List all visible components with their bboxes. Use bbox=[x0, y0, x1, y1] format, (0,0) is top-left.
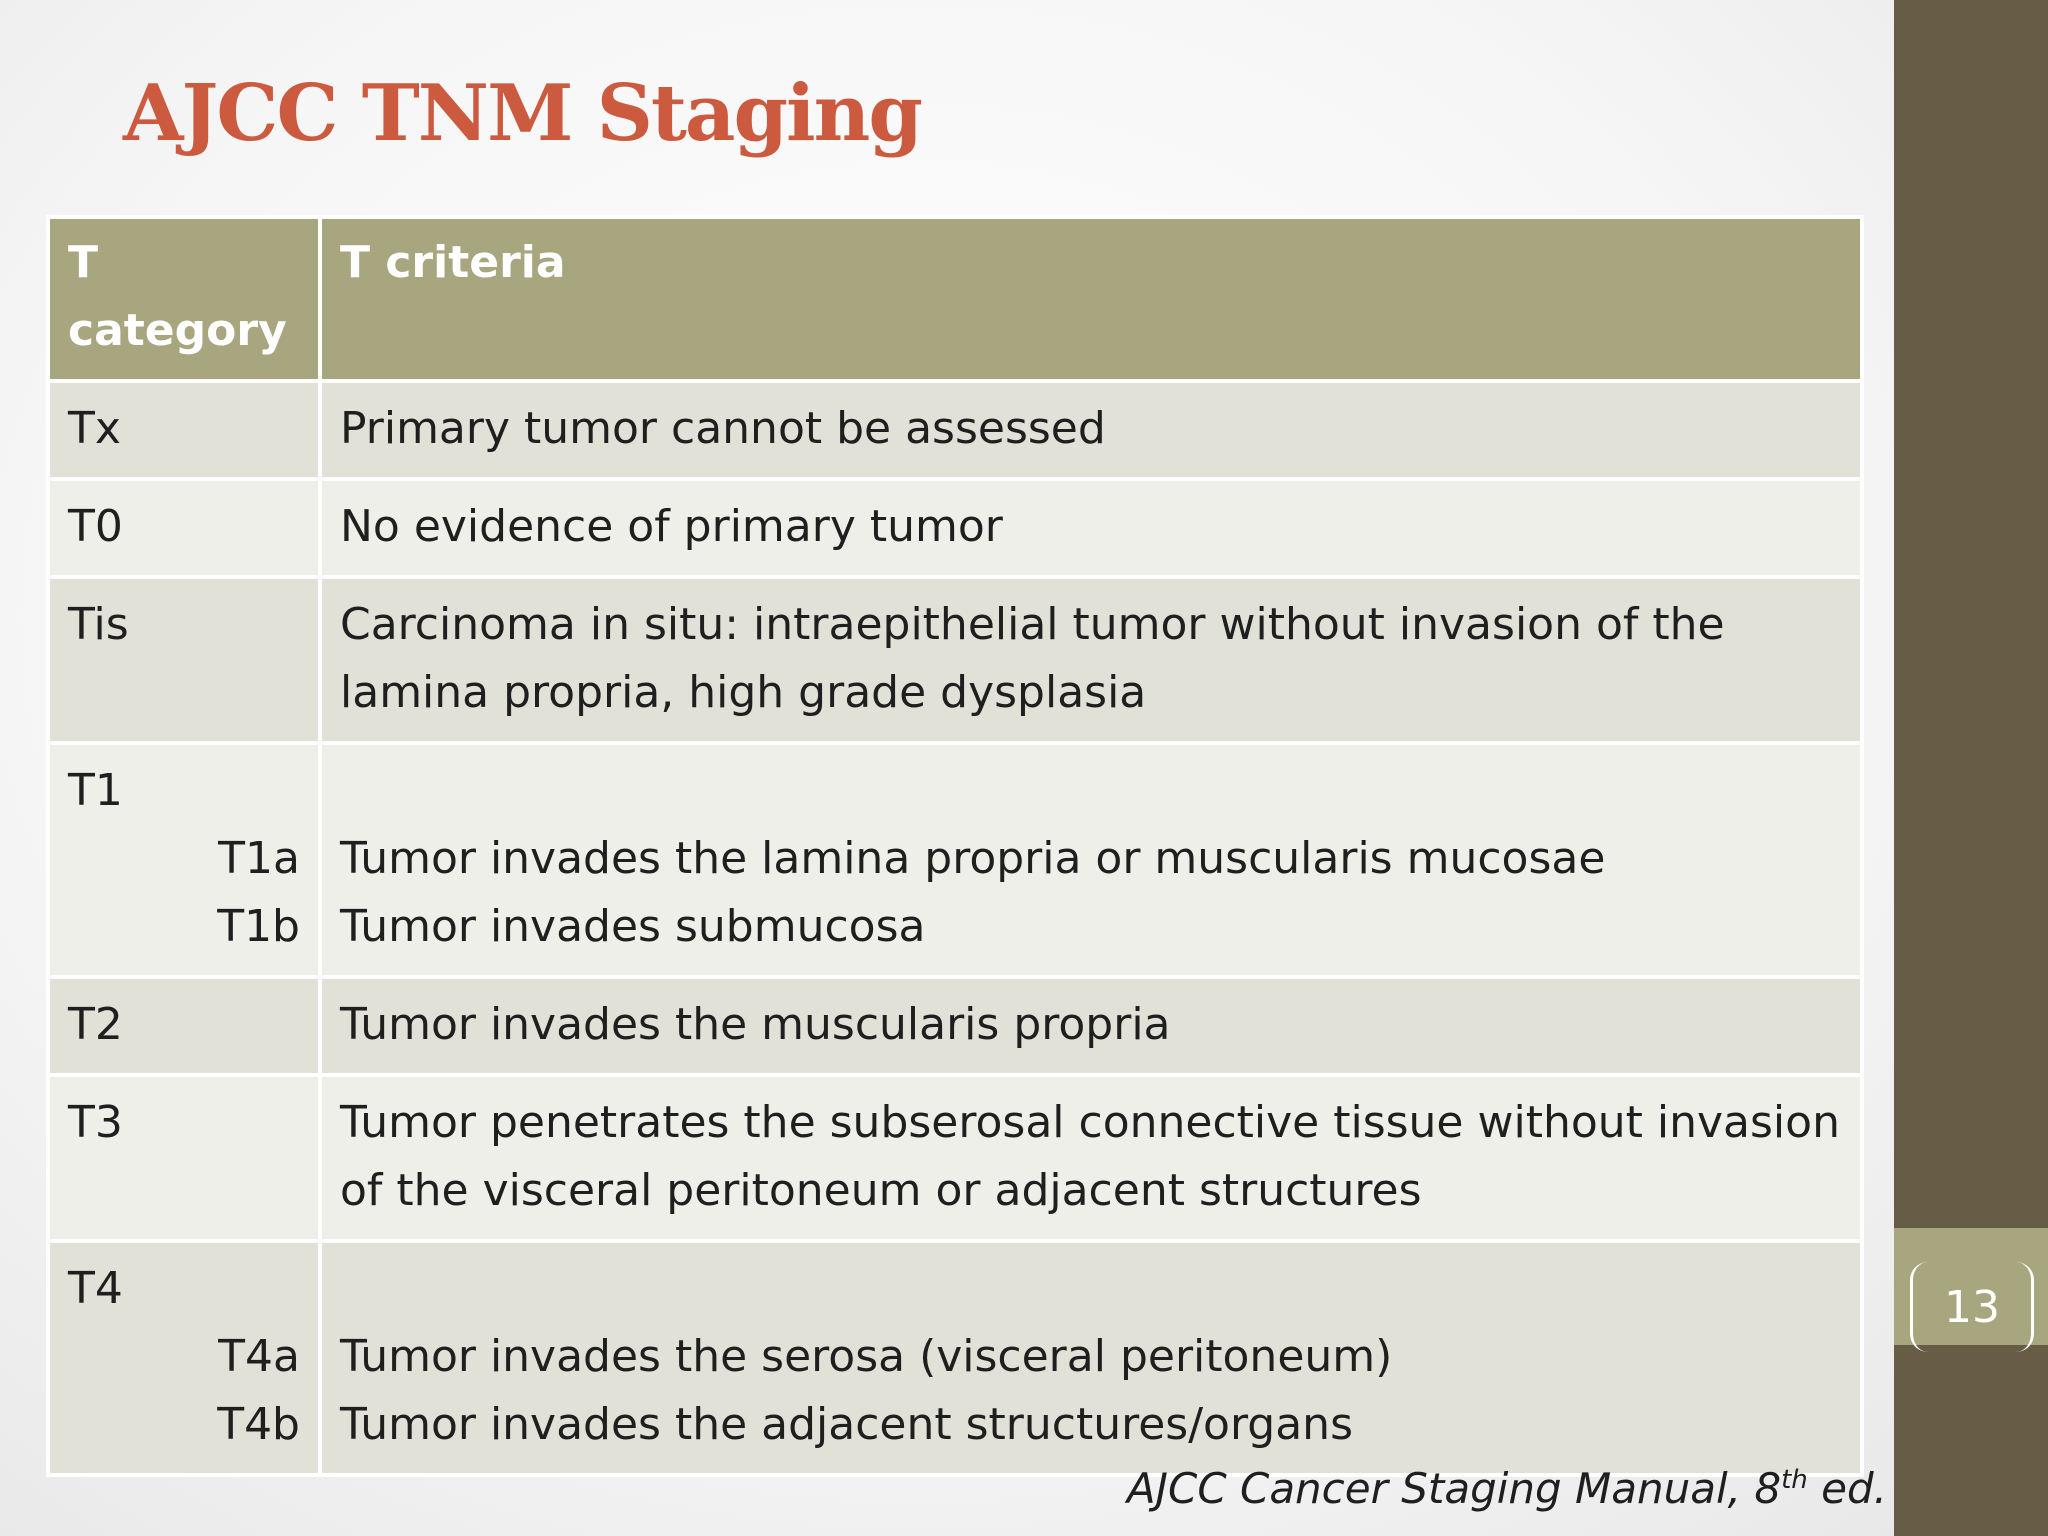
category-main: T4 bbox=[68, 1263, 123, 1314]
criteria-cell: Tumor penetrates the subserosal connective tissue without invasion of the visceral peritoneum or adjacent structures bbox=[320, 1075, 1862, 1241]
table-header-row bbox=[48, 217, 1862, 381]
slide-title: AJCC TNM Staging bbox=[123, 68, 921, 159]
table-row bbox=[48, 1075, 1862, 1241]
category-cell bbox=[48, 1241, 320, 1475]
page-number-text: 13 bbox=[1944, 1281, 2000, 1333]
table-row bbox=[48, 381, 1862, 479]
table-row bbox=[48, 743, 1862, 977]
criteria-sub: Tumor invades the serosa (visceral peritoneum) bbox=[340, 1331, 1393, 1382]
criteria-cell bbox=[320, 1241, 1862, 1475]
table-row bbox=[48, 977, 1862, 1075]
category-sub: T1b bbox=[217, 901, 300, 952]
category-cell: T2 bbox=[48, 977, 320, 1075]
criteria-cell: Tumor invades the muscularis propria bbox=[320, 977, 1862, 1075]
criteria-cell: No evidence of primary tumor bbox=[320, 479, 1862, 577]
header-t-category bbox=[48, 217, 320, 381]
criteria-cell: Primary tumor cannot be assessed bbox=[320, 381, 1862, 479]
category-main: T1 bbox=[68, 765, 123, 816]
citation-text: AJCC Cancer Staging Manual, 8 bbox=[1126, 1464, 1782, 1513]
header-t-category-line1: T bbox=[68, 237, 99, 288]
category-cell: T3 bbox=[48, 1075, 320, 1241]
category-sub: T1a bbox=[218, 833, 300, 884]
criteria-spacer bbox=[340, 1255, 1842, 1323]
table-row bbox=[48, 1241, 1862, 1475]
criteria-cell bbox=[320, 743, 1862, 977]
category-cell: Tx bbox=[48, 381, 320, 479]
category-sub: T4a bbox=[218, 1331, 300, 1382]
header-t-category-line2: category bbox=[68, 305, 287, 356]
table-row bbox=[48, 479, 1862, 577]
citation-superscript: th bbox=[1781, 1465, 1808, 1495]
criteria-sub: Tumor invades submucosa bbox=[340, 901, 926, 952]
category-sub: T4b bbox=[217, 1399, 300, 1450]
citation bbox=[1127, 1464, 1887, 1513]
citation-suffix: ed. bbox=[1807, 1464, 1887, 1513]
category-cell: Tis bbox=[48, 577, 320, 743]
category-cell: T0 bbox=[48, 479, 320, 577]
tnm-staging-table bbox=[46, 215, 1864, 1477]
criteria-spacer bbox=[340, 757, 1842, 825]
criteria-sub: Tumor invades the lamina propria or muscularis mucosae bbox=[340, 833, 1606, 884]
header-t-criteria: T criteria bbox=[320, 217, 1862, 381]
criteria-sub: Tumor invades the adjacent structures/organs bbox=[340, 1399, 1353, 1450]
page-number bbox=[1910, 1262, 2034, 1352]
table-row bbox=[48, 577, 1862, 743]
category-cell bbox=[48, 743, 320, 977]
criteria-cell: Carcinoma in situ: intraepithelial tumor without invasion of the lamina propria, high grade dysplasia bbox=[320, 577, 1862, 743]
